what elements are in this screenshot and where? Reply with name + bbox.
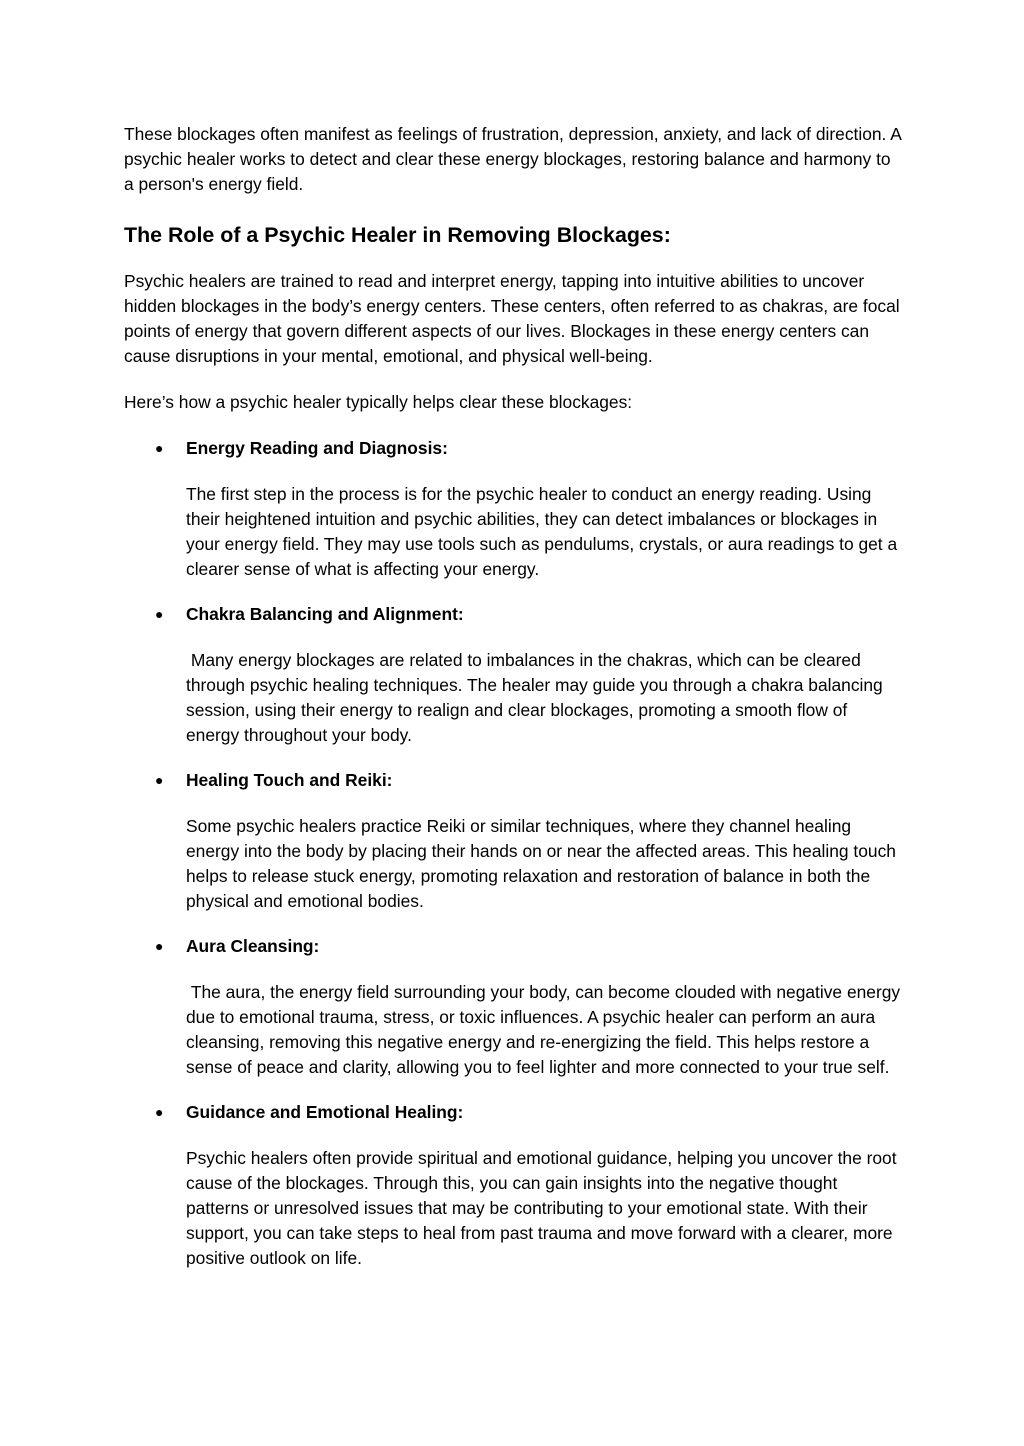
list-item-energy-reading (124, 436, 904, 582)
list-item-healing-touch (124, 768, 904, 914)
list-item-title: Healing Touch and Reiki: (186, 770, 393, 790)
lead-in-paragraph: Here’s how a psychic healer typically helps clear these blockages: (124, 392, 633, 412)
healing-steps-list (124, 436, 904, 1271)
list-item-title: Energy Reading and Diagnosis: (186, 438, 448, 458)
section-heading: The Role of a Psychic Healer in Removing Blockages: (124, 223, 671, 247)
list-item-title: Aura Cleansing: (186, 936, 320, 956)
list-item-aura-cleansing (124, 934, 904, 1080)
list-item-body: Some psychic healers practice Reiki or similar techniques, where they channel healing energy into the body by placing their hands on or near the affected areas. This healing touch helps to release stuck energy, promoting relaxation and restoration of balance in both the physical and emotional bodies. (186, 816, 901, 911)
list-item-body: Psychic healers often provide spiritual and emotional guidance, helping you uncover the root cause of the blockages. Through this, you can gain insights into the negative thought patterns or unresolved issues that may be contributing to your emotional state. With their support, you can take steps to heal from past trauma and move forward with a clearer, more positive outlook on life. (186, 1148, 902, 1268)
bullet-icon: ● (155, 1104, 164, 1120)
list-item-guidance (124, 1100, 904, 1271)
list-item-title: Chakra Balancing and Alignment: (186, 604, 464, 624)
section-paragraph: Psychic healers are trained to read and interpret energy, tapping into intuitive abilities to uncover hidden blockages in the body’s energy centers. These centers, often referred to as chakras, are focal points of energy that govern different aspects of our lives. Blockages in these energy centers can cause disruptions in your mental, emotional, and physical well-being. (124, 271, 900, 366)
list-item-chakra-balancing (124, 602, 904, 748)
document-page (124, 122, 904, 1271)
bullet-icon: ● (155, 938, 164, 954)
intro-paragraph: These blockages often manifest as feelings of frustration, depression, anxiety, and lack of direction. A psychic healer works to detect and clear these energy blockages, restoring balance and harmony to a person's energy field. (124, 124, 901, 194)
bullet-icon: ● (155, 606, 164, 622)
list-item-body: Many energy blockages are related to imbalances in the chakras, which can be cleared through psychic healing techniques. The healer may guide you through a chakra balancing session, using their energy to realign and clear blockages, promoting a smooth flow of energy throughout your body. (186, 650, 888, 745)
list-item-body: The aura, the energy field surrounding your body, can become clouded with negative energy due to emotional trauma, stress, or toxic influences. A psychic healer can perform an aura cleansing, removing this negative energy and re-energizing the field. This helps restore a sense of peace and clarity, allowing you to feel lighter and more connected to your true self. (186, 982, 905, 1077)
list-item-title: Guidance and Emotional Healing: (186, 1102, 464, 1122)
list-item-body: The first step in the process is for the psychic healer to conduct an energy reading. Using their heightened intuition and psychic abilities, they can detect imbalances or blockages in your energy field. They may use tools such as pendulums, crystals, or aura readings to get a clearer sense of what is affecting your energy. (186, 484, 902, 579)
bullet-icon: ● (155, 772, 164, 788)
bullet-icon: ● (155, 440, 164, 456)
